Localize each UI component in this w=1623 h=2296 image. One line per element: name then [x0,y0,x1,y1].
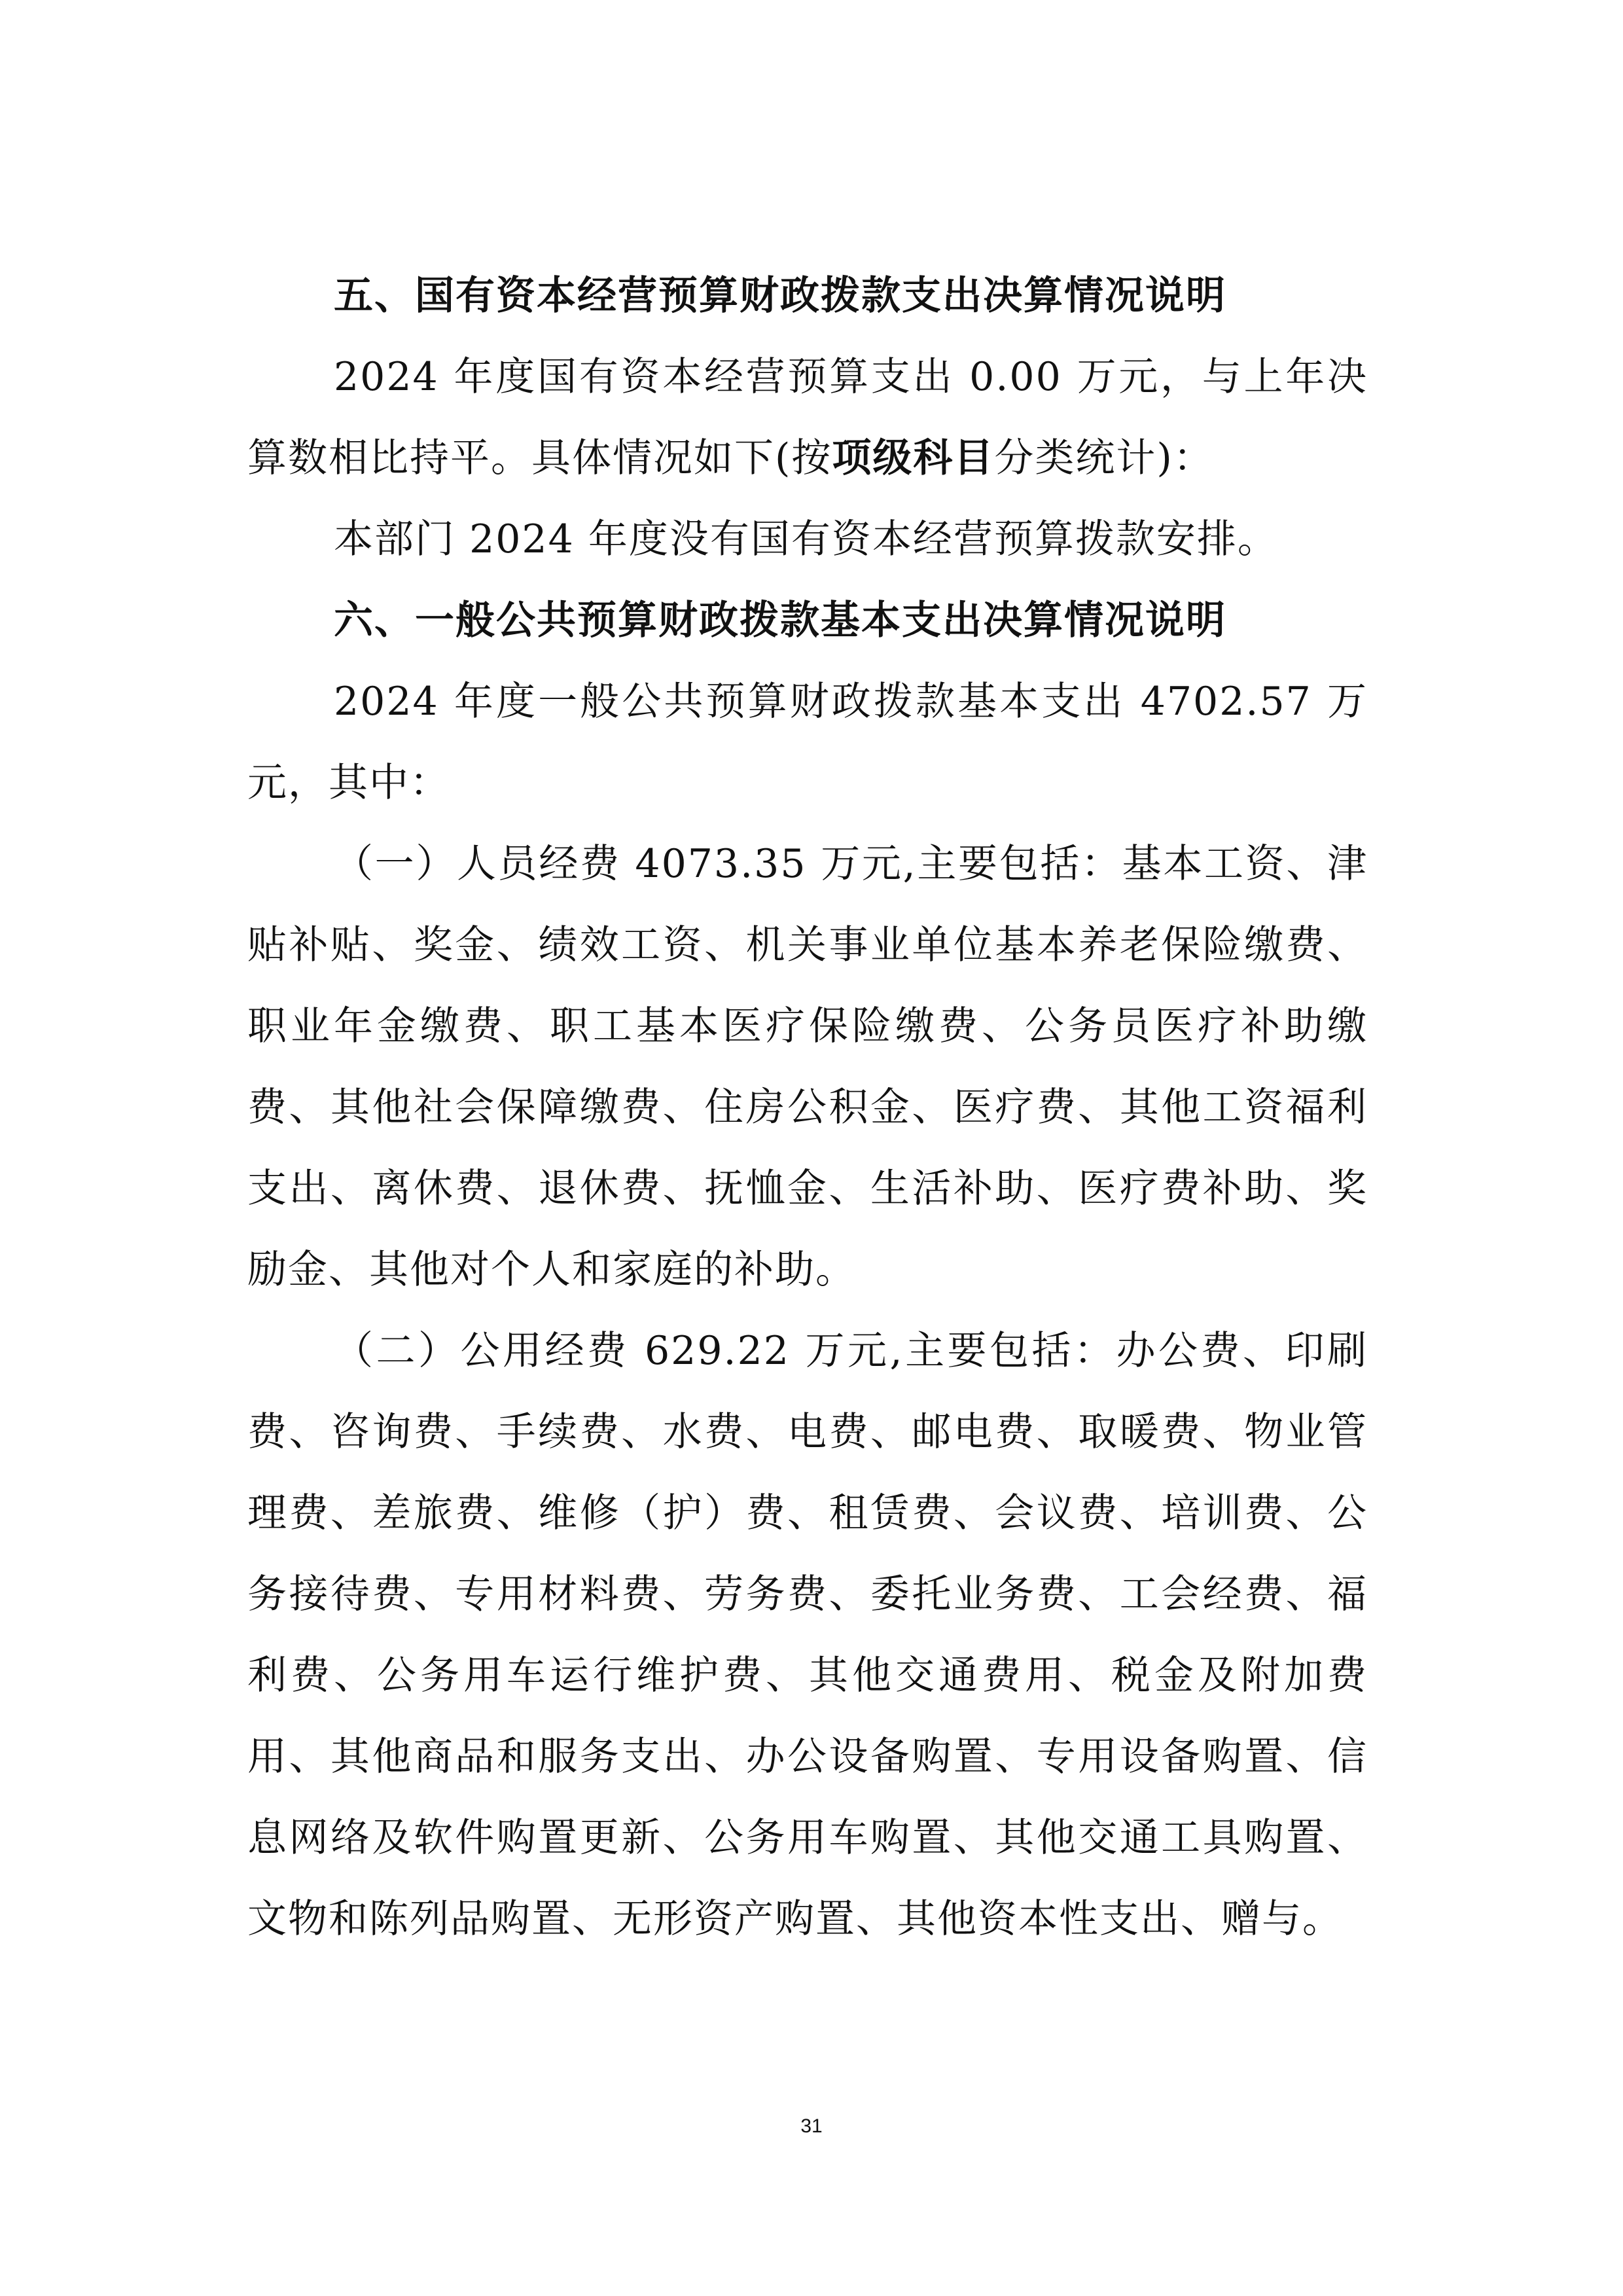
section-5-paragraph-1-text-b: 分类统计)： [994,435,1214,481]
section-5-paragraph-2: 本部门 2024 年度没有国有资本经营预算拨款安排。 [334,516,1278,562]
section-5-paragraph-1-text-a: 2024 年度国有资本经营预算支出 0.00 万元，与上年决算数相比持平。具体情况如下(按 [247,354,1368,481]
document-body [247,255,1368,1960]
section-6-paragraph-1: 2024 年度一般公共预算财政拨款基本支出 4702.57 万元，其中： [247,679,1368,806]
section-6-personnel-expenses: （一）人员经费 4073.35 万元,主要包括：基本工资、津贴补贴、奖金、绩效工资、机关事业单位基本养老保险缴费、职业年金缴费、职工基本医疗保险缴费、公务员医疗补助缴费、其他社会保障缴费、住房公积金、医疗费、其他工资福利支出、离休费、退休费、抚恤金、生活补助、医疗费补助、奖励金、其他对个人和家庭的补助。 [247,841,1368,1293]
section-5-paragraph-1-bold-text: 项级科目 [832,435,995,481]
section-6-public-expenses: （二）公用经费 629.22 万元,主要包括：办公费、印刷费、咨询费、手续费、水费、电费、邮电费、取暖费、物业管理费、差旅费、维修（护）费、租赁费、会议费、培训费、公务接待费、专用材料费、劳务费、委托业务费、工会经费、福利费、公务用车运行维护费、其他交通费用、税金及附加费用、其他商品和服务支出、办公设备购置、专用设备购置、信息网络及软件购置更新、公务用车购置、其他交通工具购置、文物和陈列品购置、无形资产购置、其他资本性支出、赠与。 [247,1328,1368,1942]
section-5-heading: 五、国有资本经营预算财政拨款支出决算情况说明 [334,273,1226,319]
page-number: 31 [800,2115,823,2137]
section-5-paragraph-1 [247,336,1368,499]
section-6-heading: 六、一般公共预算财政拨款基本支出决算情况说明 [334,598,1226,643]
